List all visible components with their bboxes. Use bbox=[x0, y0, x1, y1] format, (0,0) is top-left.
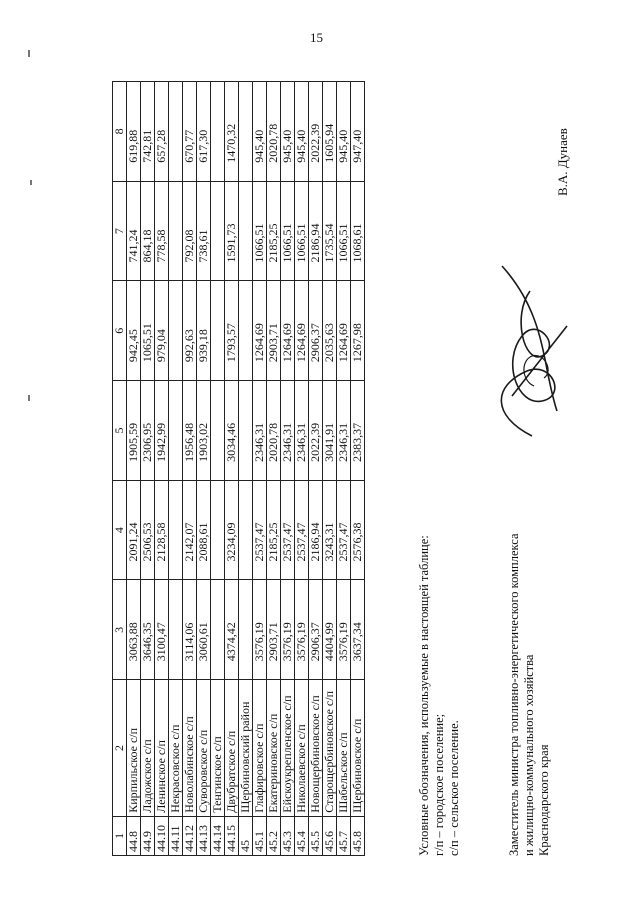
value-cell: 2537,47 bbox=[281, 480, 295, 580]
value-cell: 1905,59 bbox=[127, 381, 141, 481]
value-cell: 3034,46 bbox=[225, 381, 239, 481]
value-cell bbox=[169, 181, 183, 281]
value-cell: 3060,61 bbox=[197, 580, 211, 680]
row-name-cell: Щербиновское с/п bbox=[351, 680, 365, 817]
value-cell: 2906,37 bbox=[309, 281, 323, 381]
value-cell: 2088,61 bbox=[197, 480, 211, 580]
margin-mark bbox=[28, 395, 30, 401]
row-code-cell: 45.6 bbox=[323, 816, 337, 855]
row-name-cell: Екатериновское с/п bbox=[267, 680, 281, 817]
value-cell: 778,58 bbox=[155, 181, 169, 281]
value-cell bbox=[211, 281, 225, 381]
value-cell: 3063,88 bbox=[127, 580, 141, 680]
value-cell bbox=[239, 580, 253, 680]
value-cell: 945,40 bbox=[281, 82, 295, 182]
table-row bbox=[351, 82, 365, 856]
value-cell: 945,40 bbox=[295, 82, 309, 182]
signer-position-line1: Заместитель министра топливно-энергетического комплекса bbox=[507, 533, 521, 856]
value-cell: 2346,31 bbox=[295, 381, 309, 481]
value-cell: 2906,37 bbox=[309, 580, 323, 680]
value-cell: 2020,78 bbox=[267, 381, 281, 481]
value-cell bbox=[211, 480, 225, 580]
value-cell bbox=[239, 82, 253, 182]
row-code-cell: 45.2 bbox=[267, 816, 281, 855]
value-cell: 2346,31 bbox=[281, 381, 295, 481]
value-cell: 3234,09 bbox=[225, 480, 239, 580]
value-cell: 2185,25 bbox=[267, 480, 281, 580]
value-cell: 3576,19 bbox=[295, 580, 309, 680]
legend-title: Условные обозначения, используемые в настоящей таблице: bbox=[417, 535, 431, 856]
header-cell: 7 bbox=[113, 181, 127, 281]
value-cell: 3114,06 bbox=[183, 580, 197, 680]
value-cell bbox=[239, 381, 253, 481]
value-cell: 1267,98 bbox=[351, 281, 365, 381]
value-cell: 2537,47 bbox=[295, 480, 309, 580]
table-row bbox=[169, 82, 183, 856]
row-code-cell: 44.14 bbox=[211, 816, 225, 855]
value-cell: 3637,34 bbox=[351, 580, 365, 680]
table-row bbox=[253, 82, 267, 856]
value-cell: 2186,94 bbox=[309, 181, 323, 281]
value-cell: 2903,71 bbox=[267, 580, 281, 680]
value-cell: 3576,19 bbox=[337, 580, 351, 680]
row-name-cell: Некрасовское с/п bbox=[169, 680, 183, 817]
value-cell: 2091,24 bbox=[127, 480, 141, 580]
row-name-cell: Ленинское с/п bbox=[155, 680, 169, 817]
value-cell: 1793,57 bbox=[225, 281, 239, 381]
page-number: 15 bbox=[310, 30, 323, 45]
row-code-cell: 45.5 bbox=[309, 816, 323, 855]
table-row bbox=[337, 82, 351, 856]
tariff-table-body bbox=[113, 82, 365, 856]
row-code-cell: 45.3 bbox=[281, 816, 295, 855]
value-cell bbox=[169, 381, 183, 481]
value-cell: 3576,19 bbox=[281, 580, 295, 680]
rotated-content bbox=[112, 56, 640, 856]
handwritten-signature bbox=[472, 256, 592, 456]
value-cell: 742,81 bbox=[141, 82, 155, 182]
legend bbox=[417, 535, 462, 856]
value-cell: 792,08 bbox=[183, 181, 197, 281]
value-cell: 2346,31 bbox=[337, 381, 351, 481]
signer-position-line3: Краснодарского края bbox=[537, 744, 551, 856]
margin-mark bbox=[30, 180, 32, 185]
signer-position-line2: и жилищно-коммунального хозяйства bbox=[522, 654, 536, 856]
value-cell: 1605,94 bbox=[323, 82, 337, 182]
row-code-cell: 44.9 bbox=[141, 816, 155, 855]
table-row bbox=[281, 82, 295, 856]
row-name-cell: Двубратское с/п bbox=[225, 680, 239, 817]
value-cell: 657,28 bbox=[155, 82, 169, 182]
row-name-cell: Старощербиновское с/п bbox=[323, 680, 337, 817]
row-code-cell: 44.10 bbox=[155, 816, 169, 855]
header-cell: 4 bbox=[113, 480, 127, 580]
table-row bbox=[267, 82, 281, 856]
row-name-cell: Новощербиновское с/п bbox=[309, 680, 323, 817]
table-row bbox=[309, 82, 323, 856]
value-cell: 992,63 bbox=[183, 281, 197, 381]
value-cell: 2142,07 bbox=[183, 480, 197, 580]
value-cell: 3576,19 bbox=[253, 580, 267, 680]
value-cell: 1264,69 bbox=[281, 281, 295, 381]
value-cell: 3041,91 bbox=[323, 381, 337, 481]
value-cell: 619,88 bbox=[127, 82, 141, 182]
value-cell: 1942,99 bbox=[155, 381, 169, 481]
value-cell: 1066,51 bbox=[295, 181, 309, 281]
row-name-cell: Тенгинское с/п bbox=[211, 680, 225, 817]
row-code-cell: 45.8 bbox=[351, 816, 365, 855]
value-cell: 945,40 bbox=[337, 82, 351, 182]
value-cell: 979,04 bbox=[155, 281, 169, 381]
table-row bbox=[211, 82, 225, 856]
row-name-cell: Шабельское с/п bbox=[337, 680, 351, 817]
row-name-cell: Глафировское с/п bbox=[253, 680, 267, 817]
value-cell: 2537,47 bbox=[337, 480, 351, 580]
value-cell bbox=[169, 281, 183, 381]
row-code-cell: 44.15 bbox=[225, 816, 239, 855]
value-cell bbox=[169, 480, 183, 580]
signature-block bbox=[507, 533, 552, 856]
value-cell: 1065,51 bbox=[141, 281, 155, 381]
table-row bbox=[141, 82, 155, 856]
value-cell: 2186,94 bbox=[309, 480, 323, 580]
value-cell: 2020,78 bbox=[267, 82, 281, 182]
value-cell: 1264,69 bbox=[295, 281, 309, 381]
value-cell: 1068,61 bbox=[351, 181, 365, 281]
row-code-cell: 45.4 bbox=[295, 816, 309, 855]
row-name-cell: Ладожское с/п bbox=[141, 680, 155, 817]
row-code-cell: 44.8 bbox=[127, 816, 141, 855]
value-cell: 4374,42 bbox=[225, 580, 239, 680]
row-code-cell: 44.11 bbox=[169, 816, 183, 855]
margin-mark bbox=[28, 50, 30, 57]
value-cell: 1470,32 bbox=[225, 82, 239, 182]
value-cell bbox=[239, 480, 253, 580]
row-name-cell: Суворовское с/п bbox=[197, 680, 211, 817]
value-cell: 4404,99 bbox=[323, 580, 337, 680]
value-cell: 1903,02 bbox=[197, 381, 211, 481]
table-row bbox=[323, 82, 337, 856]
value-cell bbox=[211, 82, 225, 182]
value-cell: 2185,25 bbox=[267, 181, 281, 281]
value-cell: 2506,53 bbox=[141, 480, 155, 580]
value-cell: 939,18 bbox=[197, 281, 211, 381]
header-cell: 1 bbox=[113, 816, 127, 855]
value-cell: 1066,51 bbox=[253, 181, 267, 281]
tariff-table bbox=[112, 81, 365, 856]
value-cell: 1264,69 bbox=[337, 281, 351, 381]
header-cell: 2 bbox=[113, 680, 127, 817]
value-cell: 864,18 bbox=[141, 181, 155, 281]
legend-line-gp: г/п – городское поселение; bbox=[432, 713, 446, 856]
table-row bbox=[155, 82, 169, 856]
table-row bbox=[225, 82, 239, 856]
header-cell: 8 bbox=[113, 82, 127, 182]
value-cell: 942,45 bbox=[127, 281, 141, 381]
value-cell: 741,24 bbox=[127, 181, 141, 281]
value-cell: 738,61 bbox=[197, 181, 211, 281]
row-name-cell: Николаевское с/п bbox=[295, 680, 309, 817]
row-code-cell: 44.13 bbox=[197, 816, 211, 855]
row-name-cell: Щербиновский район bbox=[239, 680, 253, 817]
value-cell: 1066,51 bbox=[281, 181, 295, 281]
value-cell: 2346,31 bbox=[253, 381, 267, 481]
value-cell: 2537,47 bbox=[253, 480, 267, 580]
value-cell: 1956,48 bbox=[183, 381, 197, 481]
row-code-cell: 45.7 bbox=[337, 816, 351, 855]
value-cell: 2576,38 bbox=[351, 480, 365, 580]
value-cell: 617,30 bbox=[197, 82, 211, 182]
value-cell bbox=[169, 82, 183, 182]
row-name-cell: Новолабинское с/п bbox=[183, 680, 197, 817]
value-cell: 947,40 bbox=[351, 82, 365, 182]
value-cell bbox=[239, 281, 253, 381]
legend-line-sp: с/п – сельское поселение. bbox=[447, 720, 461, 856]
value-cell: 945,40 bbox=[253, 82, 267, 182]
signer-name: В.А. Дунаев bbox=[555, 128, 570, 196]
value-cell: 1735,54 bbox=[323, 181, 337, 281]
value-cell bbox=[211, 181, 225, 281]
value-cell: 3100,47 bbox=[155, 580, 169, 680]
value-cell: 2383,37 bbox=[351, 381, 365, 481]
value-cell: 1591,73 bbox=[225, 181, 239, 281]
row-code-cell: 44.12 bbox=[183, 816, 197, 855]
table-row bbox=[183, 82, 197, 856]
value-cell: 3646,35 bbox=[141, 580, 155, 680]
table-row bbox=[239, 82, 253, 856]
row-name-cell: Кирпильское с/п bbox=[127, 680, 141, 817]
row-name-cell: Ейскоукрепленское с/п bbox=[281, 680, 295, 817]
header-cell: 5 bbox=[113, 381, 127, 481]
row-code-cell: 45 bbox=[239, 816, 253, 855]
table-header-row bbox=[113, 82, 127, 856]
value-cell bbox=[211, 580, 225, 680]
value-cell bbox=[169, 580, 183, 680]
value-cell: 2903,71 bbox=[267, 281, 281, 381]
value-cell bbox=[211, 381, 225, 481]
table-row bbox=[127, 82, 141, 856]
table-row bbox=[197, 82, 211, 856]
row-code-cell: 45.1 bbox=[253, 816, 267, 855]
value-cell: 1264,69 bbox=[253, 281, 267, 381]
header-cell: 3 bbox=[113, 580, 127, 680]
value-cell: 2022,39 bbox=[309, 82, 323, 182]
value-cell: 2035,63 bbox=[323, 281, 337, 381]
value-cell: 2022,39 bbox=[309, 381, 323, 481]
value-cell: 2306,95 bbox=[141, 381, 155, 481]
value-cell: 670,77 bbox=[183, 82, 197, 182]
header-cell: 6 bbox=[113, 281, 127, 381]
value-cell: 3243,31 bbox=[323, 480, 337, 580]
value-cell bbox=[239, 181, 253, 281]
value-cell: 1066,51 bbox=[337, 181, 351, 281]
value-cell: 2128,58 bbox=[155, 480, 169, 580]
table-row bbox=[295, 82, 309, 856]
